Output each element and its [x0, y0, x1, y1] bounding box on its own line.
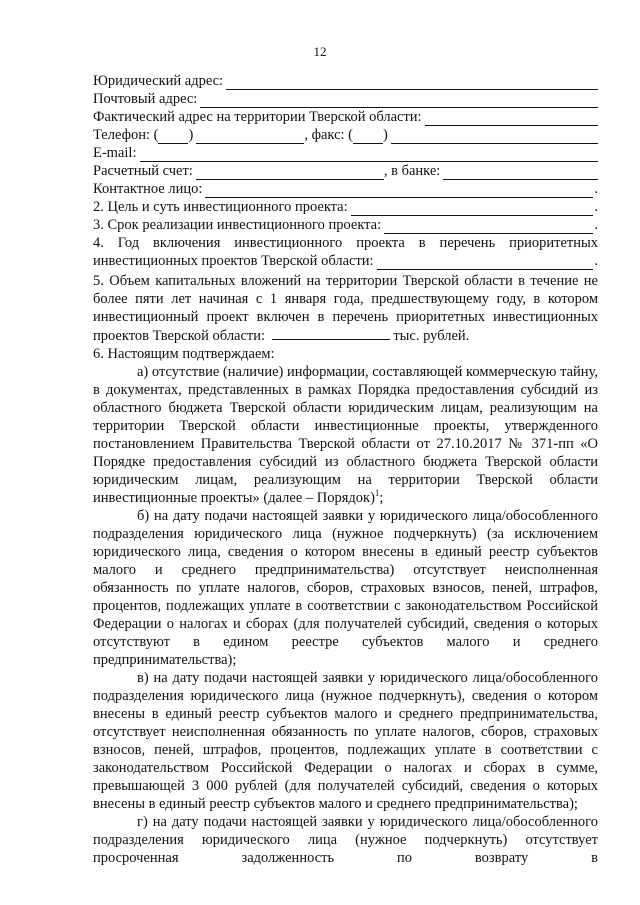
phone-fax-row	[93, 126, 598, 144]
application-form	[93, 72, 598, 867]
paragraph-a	[93, 363, 598, 507]
paragraph-v: в) на дату подачи настоящей заявки у юридического лица/обособленного подразделения юридического лица (нужное подчеркнуть), сведения о котором внесены в единый реестр субъектов малого и среднего предпринимательства, отсутствует неисполненная обязанность по уплате налогов, сборов, страховых взносов, пеней, штрафов, процентов, подлежащих уплате в соответствии с законодательством Российской Федерации о налогах и сборах в сумме, превышающей 3 000 рублей (для получателей субсидий, сведения о которых внесены в единый реестр субъектов малого и среднего предпринимательства);	[93, 670, 598, 812]
paragraph-a-end: ;	[379, 490, 384, 506]
actual-address-row	[93, 108, 598, 126]
actual-address-blank[interactable]	[425, 112, 598, 126]
item-2-blank[interactable]	[351, 202, 594, 216]
fax-code-blank[interactable]	[353, 130, 383, 144]
fax-label: , факс: (	[304, 127, 354, 143]
account-label: Расчетный счет:	[93, 163, 193, 179]
contact-person-blank[interactable]	[205, 184, 593, 198]
phone-code-blank[interactable]	[158, 130, 188, 144]
footnote-marker: 1	[374, 488, 380, 499]
item-5-blank[interactable]	[272, 326, 390, 340]
item-2-period: .	[594, 199, 598, 215]
email-row	[93, 144, 598, 162]
item-4-blank[interactable]	[377, 256, 594, 270]
actual-address-label: Фактический адрес на территории Тверской области:	[93, 109, 422, 125]
fax-number-blank[interactable]	[391, 130, 598, 144]
contact-person-row	[93, 180, 598, 198]
item-3-row	[93, 216, 598, 234]
legal-address-row	[93, 72, 598, 90]
item-3-label: 3. Срок реализации инвестиционного проекта:	[93, 217, 382, 233]
legal-address-label: Юридический адрес:	[93, 73, 224, 89]
fax-close: )	[383, 127, 388, 143]
paragraph-b: б) на дату подачи настоящей заявки у юридического лица/обособленного подразделения юридического лица (нужное подчеркнуть) (за исключением юридического лица, сведения о котором внесены в единый реестр субъектов малого и среднего предпринимательства) отсутствует неисполненная обязанность по уплате налогов, сборов, страховых взносов, пеней, штрафов, процентов, подлежащих уплате в соответствии с законодательством Российской Федерации о налогах и сборах (для получателей субсидий, сведения о которых отсутствуют в едином реестре субъектов малого и среднего предпринимательства);	[93, 508, 598, 668]
item-4-label: инвестиционных проектов Тверской области:	[93, 253, 374, 269]
email-blank[interactable]	[140, 148, 599, 162]
email-label: E-mail:	[93, 145, 137, 161]
phone-number-blank[interactable]	[196, 130, 304, 144]
item-5-text: 5. Объем капитальных вложений на территории Тверской области в течение не более пяти лет начиная с 1 января года, предшествующему году, в котором инвестиционный проект включен в перечень приоритетных инвестиционных проектов Тверской области:	[93, 273, 598, 344]
paragraph-a-text: а) отсутствие (наличие) информации, составляющей коммерческую тайну, в документах, представленных в рамках Порядка предоставления субсидий из областного бюджета Тверской области юридическим лицам, реализующим на территории Тверской области инвестиционные проекты, утвержденного постановлением Правительства Тверской области от 27.10.2017 № 371-пп «О Порядке предоставления субсидий из областного бюджета Тверской области юридическим лицам, реализующим на территории Тверской области инвестиционные проекты» (далее – Порядок)	[93, 364, 598, 506]
item-3-period: .	[594, 217, 598, 233]
phone-label: Телефон: (	[93, 127, 159, 143]
bank-label: , в банке:	[383, 163, 441, 179]
account-bank-row	[93, 162, 598, 180]
legal-address-blank[interactable]	[226, 76, 598, 90]
paragraph-g: г) на дату подачи настоящей заявки у юридического лица/обособленного подразделения юридического лица (нужное подчеркнуть) отсутствует просроченная задолженность по возврату в	[93, 814, 598, 866]
page-number: 12	[313, 44, 327, 59]
item-4-line-1: 4. Год включения инвестиционного проекта в перечень приоритетных	[93, 235, 598, 251]
item-6: 6. Настоящим подтверждаем:	[93, 346, 275, 362]
postal-address-label: Почтовый адрес:	[93, 91, 198, 107]
item-5-unit: тыс. рублей.	[393, 328, 470, 344]
phone-close: )	[188, 127, 194, 143]
contact-person-label: Контактное лицо:	[93, 181, 203, 197]
account-blank[interactable]	[196, 166, 384, 180]
bank-blank[interactable]	[443, 166, 598, 180]
postal-address-row	[93, 90, 598, 108]
item-3-blank[interactable]	[384, 220, 593, 234]
postal-address-blank[interactable]	[200, 94, 598, 108]
item-2-label: 2. Цель и суть инвестиционного проекта:	[93, 199, 348, 215]
item-5	[93, 272, 598, 345]
item-4-period: .	[594, 253, 598, 269]
item-4-row	[93, 252, 598, 270]
contact-person-period: .	[594, 181, 598, 197]
item-2-row	[93, 198, 598, 216]
